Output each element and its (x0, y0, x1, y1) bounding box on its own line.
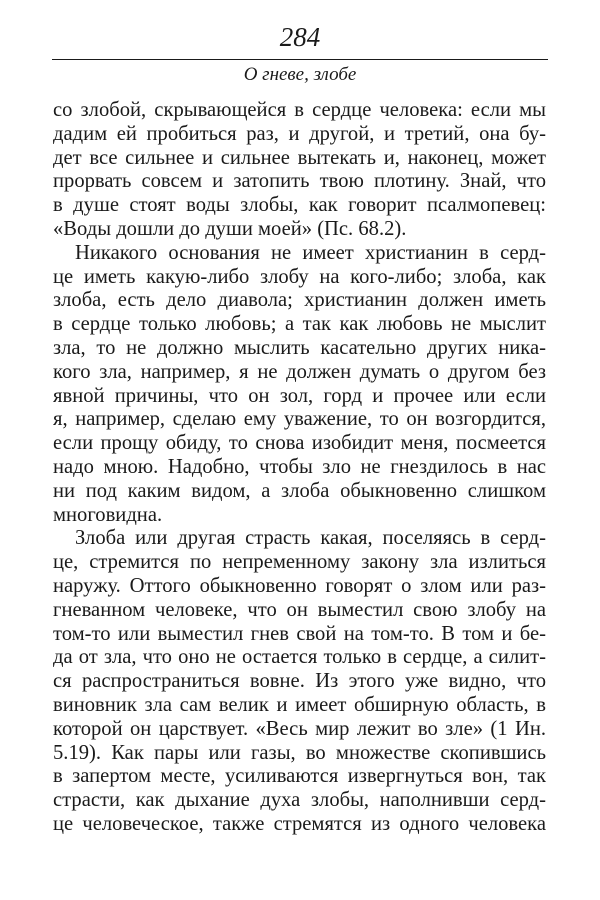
running-title: О гневе, злобе (243, 64, 357, 85)
paragraph (53, 99, 546, 242)
text-line: це человеческое, также стремятся из одного человека (53, 812, 546, 835)
text-line: Никакого основания не имеет христианин в серд- (75, 241, 546, 264)
text-line: виновник зла сам велик и имеет обширную область, в (53, 693, 546, 716)
text-line: многовидна. (53, 503, 163, 526)
text-line: том-то или выместил гнев свой на том-то. В том и бе- (53, 622, 546, 645)
text-line: явной причины, что он зол, горд и прочее или если (53, 384, 546, 407)
text-line: страсти, как дыхание духа злобы, наполнивши серд- (53, 789, 546, 812)
text-line: злоба, есть дело диавола; христианин должен иметь (53, 289, 546, 312)
text-line: если прощу обиду, то снова изобидит меня, посмеется (53, 432, 546, 455)
text-line: 5.19). Как пары или газы, во множестве скопившись (53, 741, 546, 764)
text-line: в сердце только любовь; а так как любовь не мыслит (53, 313, 546, 336)
text-line: Злоба или другая страсть какая, поселяясь в серд- (75, 527, 546, 550)
text-line: прорвать совсем и затопить твою плотину. Знай, что (53, 170, 546, 193)
text-line: це, стремится по непременному закону зла излиться (53, 551, 546, 574)
text-line: кого зла, например, я не должен думать о другом без (53, 360, 546, 383)
text-line: гневанном человеке, что он выместил свою злобу на (53, 598, 546, 621)
text-line: зла, то не должно мыслить касательно других ника- (53, 336, 546, 359)
header-divider (52, 59, 548, 60)
text-line: которой он царствует. «Весь мир лежит во зле» (1 Ин. (53, 717, 546, 740)
text-line: я, например, сделаю ему уважение, то он возгордится, (53, 408, 546, 431)
text-line: ся распространиться вовне. Из этого уже видно, что (53, 670, 546, 693)
text-line: со злобой, скрывающейся в сердце человека: если мы (53, 99, 546, 121)
text-line: «Воды дошли до души моей» (Пс. 68.2). (53, 217, 407, 240)
text-line: наружу. Оттого обыкновенно говорят о злом или раз- (53, 574, 546, 597)
text-line: ни под каким видом, а злоба обыкновенно слишком (53, 479, 546, 502)
text-line: дет все сильнее и сильнее вытекать и, наконец, может (53, 146, 546, 169)
text-line: надо мною. Надобно, чтобы зло не гнездилось в нас (53, 455, 546, 478)
body-text (53, 99, 546, 837)
text-line: в запертом месте, усиливаются извергнуться вон, так (53, 765, 546, 788)
text-line: це иметь какую-либо злобу на кого-либо; злоба, как (53, 265, 546, 288)
text-line: да от зла, что оно не остается только в сердце, а силит- (53, 646, 546, 669)
paragraph (53, 527, 546, 836)
page-number: 284 (279, 22, 321, 52)
text-line: дадим ей пробиться раз, и другой, и третий, она бу- (53, 122, 546, 145)
paragraph (53, 242, 546, 528)
text-line: в душе стоят воды злобы, как говорит псалмопевец: (53, 194, 546, 217)
